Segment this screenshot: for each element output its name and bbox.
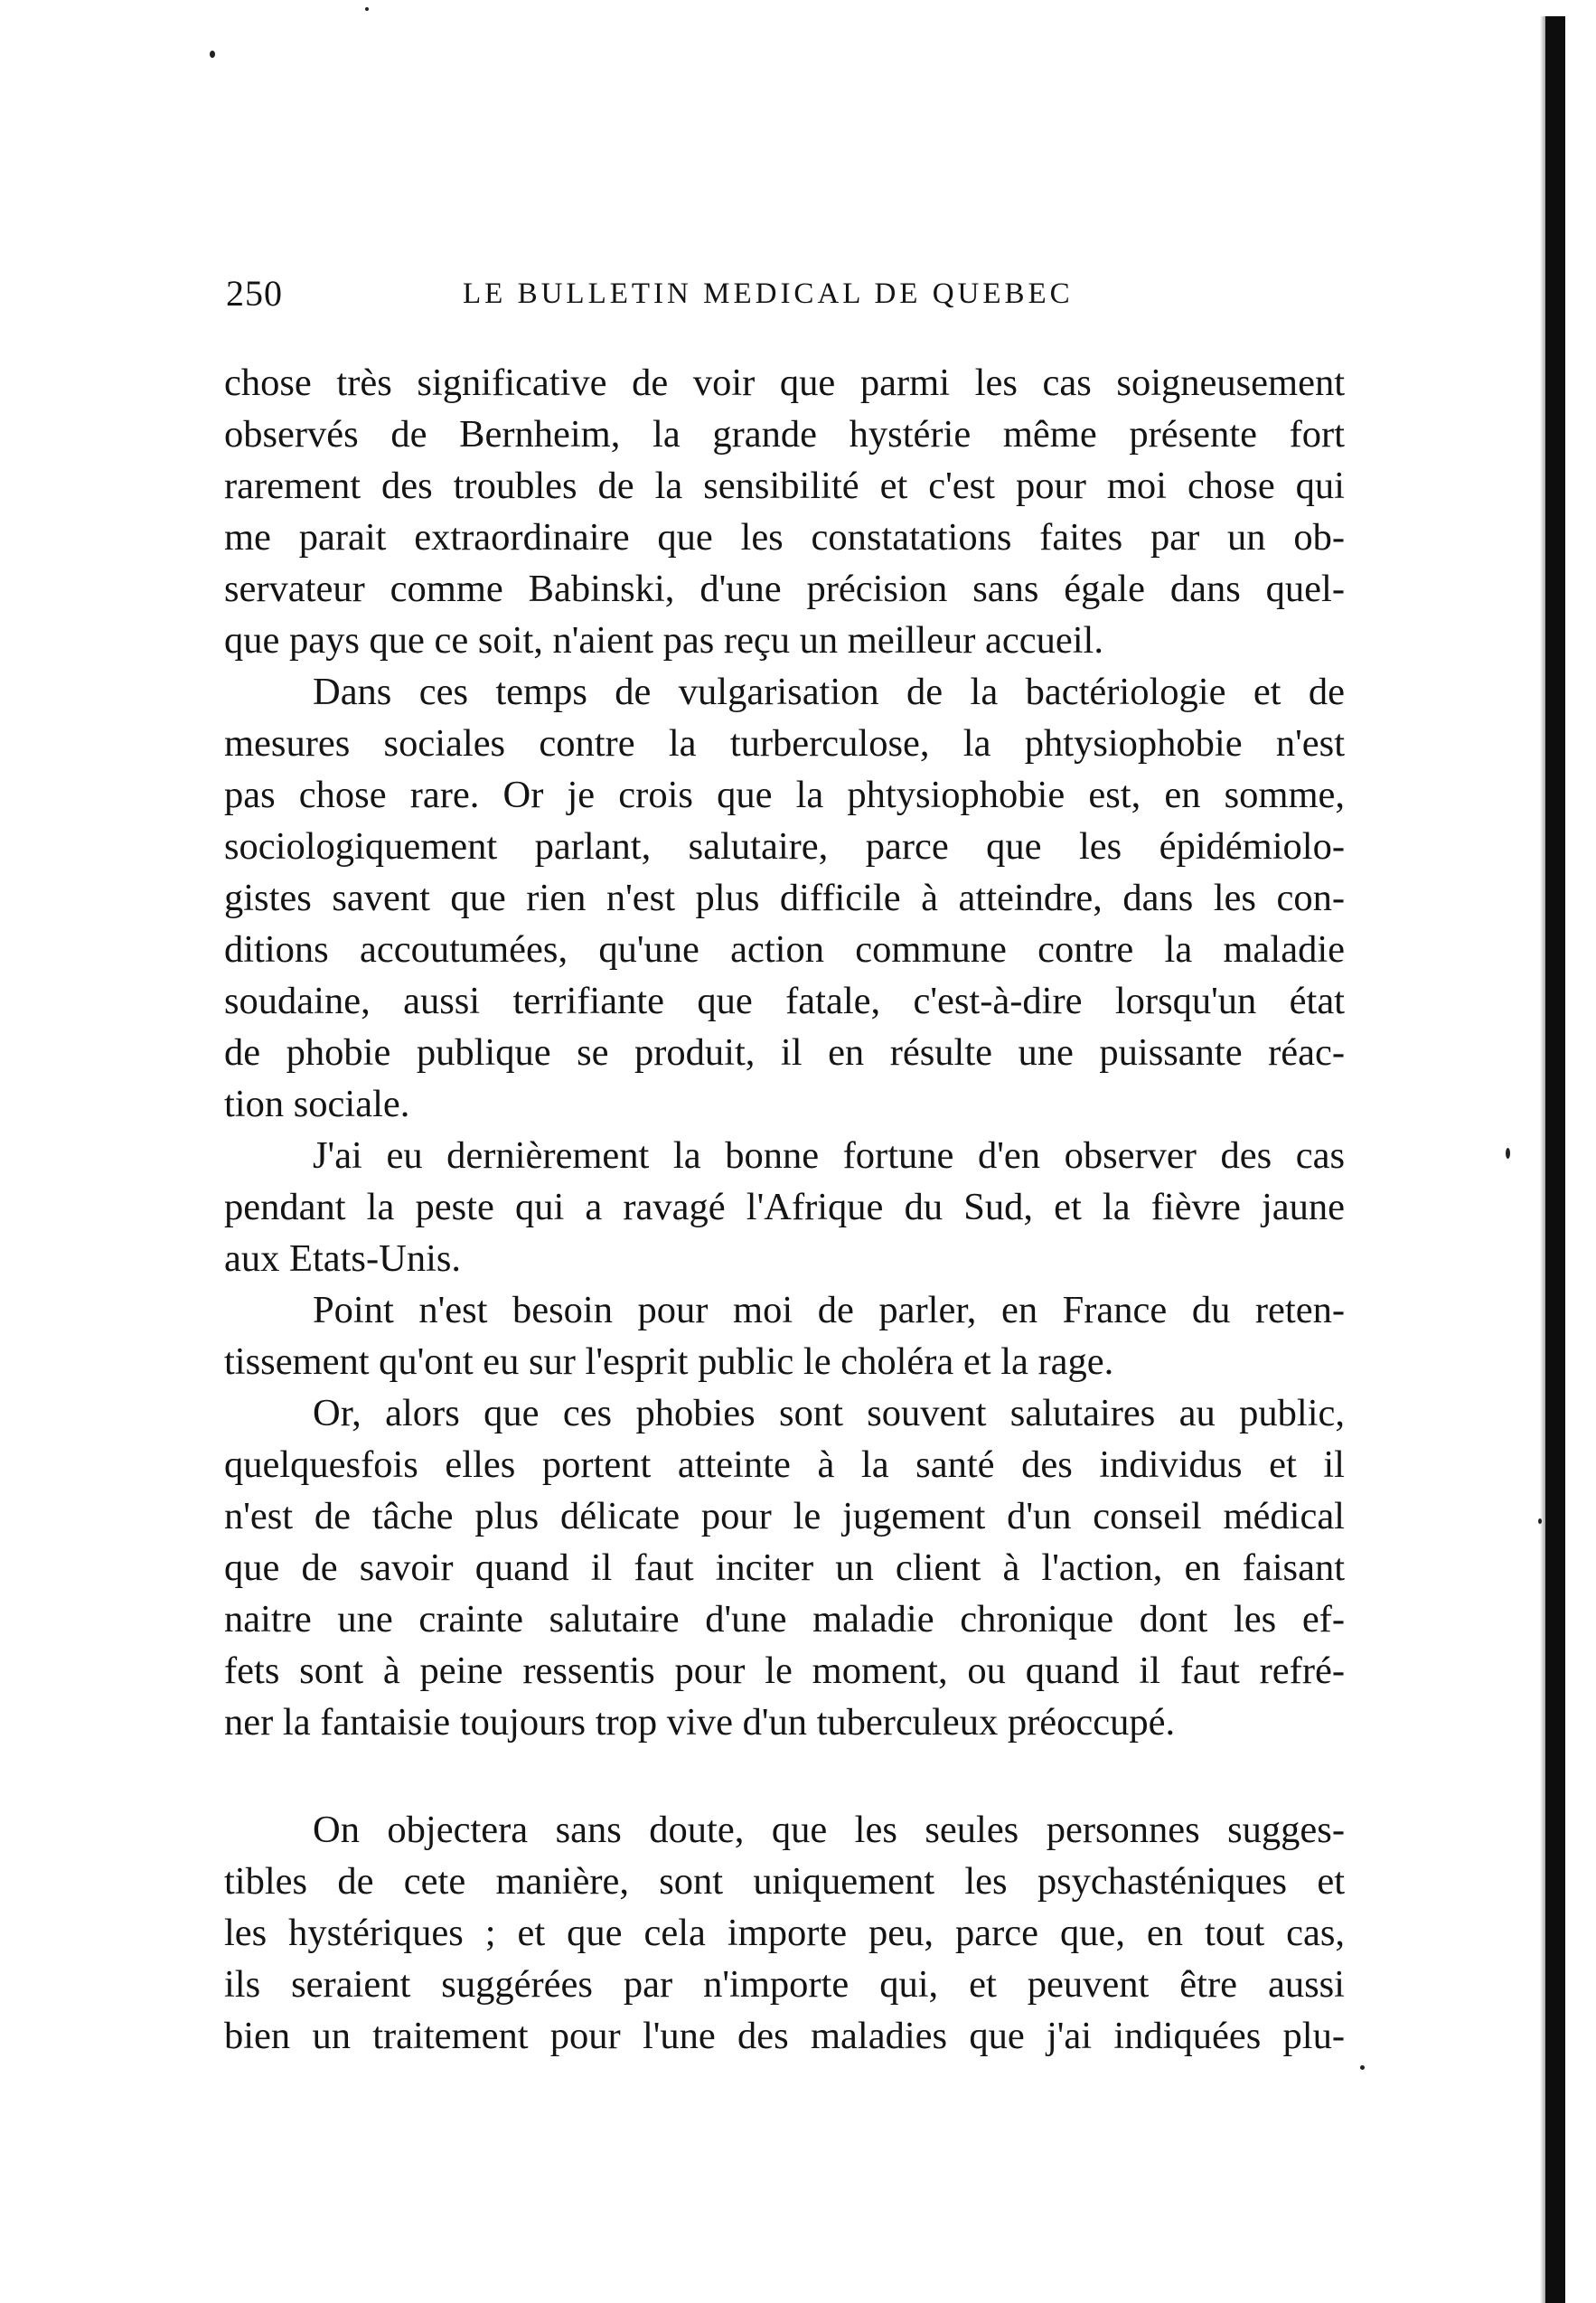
text-line: fets sont à peine ressentis pour le moment, ou quand il faut refré- bbox=[224, 1650, 1345, 1692]
text-line: les hystériques ; et que cela importe peu, parce que, en tout cas, bbox=[224, 1912, 1345, 1954]
paragraph-6 bbox=[224, 1804, 1345, 2062]
text-line: aux Etats-Unis. bbox=[224, 1237, 462, 1280]
text-line: Dans ces temps de vulgarisation de la bactériologie et de bbox=[313, 671, 1345, 713]
journal-title: LE BULLETIN MEDICAL DE QUEBEC bbox=[463, 277, 1074, 310]
text-line: J'ai eu dernièrement la bonne fortune d'en observer des cas bbox=[313, 1134, 1345, 1177]
scan-speck bbox=[1360, 2065, 1365, 2070]
text-line: n'est de tâche plus délicate pour le jugement d'un conseil médical bbox=[224, 1495, 1345, 1537]
text-line: bien un traitement pour l'une des maladies que j'ai indiquées plu- bbox=[224, 2015, 1345, 2057]
text-line: pas chose rare. Or je crois que la phtysiophobie est, en somme, bbox=[224, 774, 1345, 816]
text-line: tissement qu'ont eu sur l'esprit public le choléra et la rage. bbox=[224, 1340, 1114, 1383]
text-line: Point n'est besoin pour moi de parler, en France du reten- bbox=[313, 1289, 1345, 1331]
paragraph-5 bbox=[224, 1387, 1345, 1748]
text-line: Or, alors que ces phobies sont souvent salutaires au public, bbox=[313, 1392, 1345, 1434]
text-line: servateur comme Babinski, d'une précision sans égale dans quel- bbox=[224, 568, 1345, 610]
page-number: 250 bbox=[226, 273, 283, 314]
scan-speck bbox=[365, 7, 369, 11]
text-line: tibles de cete manière, sont uniquement les psychasténiques et bbox=[224, 1860, 1345, 1903]
text-line: soudaine, aussi terrifiante que fatale, c'est-à-dire lorsqu'un état bbox=[224, 980, 1345, 1022]
scan-speck bbox=[210, 51, 215, 58]
paragraph-4 bbox=[224, 1284, 1345, 1387]
paragraph-3 bbox=[224, 1130, 1345, 1284]
text-line: que de savoir quand il faut inciter un client à l'action, en faisant bbox=[224, 1546, 1345, 1589]
text-line: naitre une crainte salutaire d'une maladie chronique dont les ef- bbox=[224, 1598, 1345, 1640]
text-line: ner la fantaisie toujours trop vive d'un tuberculeux préoccupé. bbox=[224, 1701, 1176, 1744]
text-line: mesures sociales contre la turberculose, la phtysiophobie n'est bbox=[224, 722, 1345, 765]
text-line: ils seraient suggérées par n'importe qui, et peuvent être aussi bbox=[224, 1963, 1345, 2006]
text-line: On objectera sans doute, que les seules personnes sugges- bbox=[313, 1809, 1345, 1851]
text-line: observés de Bernheim, la grande hystérie même présente fort bbox=[224, 413, 1345, 456]
paragraph-1 bbox=[224, 357, 1345, 666]
text-line: de phobie publique se produit, il en résulte une puissante réac- bbox=[224, 1031, 1345, 1074]
text-line: chose très significative de voir que parmi les cas soigneusement bbox=[224, 362, 1345, 404]
text-line: gistes savent que rien n'est plus difficile à atteindre, dans les con- bbox=[224, 877, 1345, 919]
section-gap bbox=[224, 1748, 1345, 1804]
body-text bbox=[224, 357, 1345, 2062]
text-line: que pays que ce soit, n'aient pas reçu un meilleur accueil. bbox=[224, 619, 1103, 662]
text-line: sociologiquement parlant, salutaire, parce que les épidémiolo- bbox=[224, 825, 1345, 868]
scan-speck bbox=[1506, 1148, 1510, 1159]
text-line: rarement des troubles de la sensibilité et c'est pour moi chose qui bbox=[224, 465, 1345, 507]
paragraph-2 bbox=[224, 666, 1345, 1130]
text-line: pendant la peste qui a ravagé l'Afrique du Sud, et la fièvre jaune bbox=[224, 1186, 1345, 1228]
text-line: ditions accoutumées, qu'une action commune contre la maladie bbox=[224, 928, 1345, 971]
text-line: tion sociale. bbox=[224, 1083, 410, 1125]
text-line: quelquesfois elles portent atteinte à la santé des individus et il bbox=[224, 1443, 1345, 1486]
text-line: me parait extraordinaire que les constatations faites par un ob- bbox=[224, 516, 1345, 559]
binding-edge bbox=[1545, 16, 1565, 2303]
running-head bbox=[226, 271, 1166, 316]
